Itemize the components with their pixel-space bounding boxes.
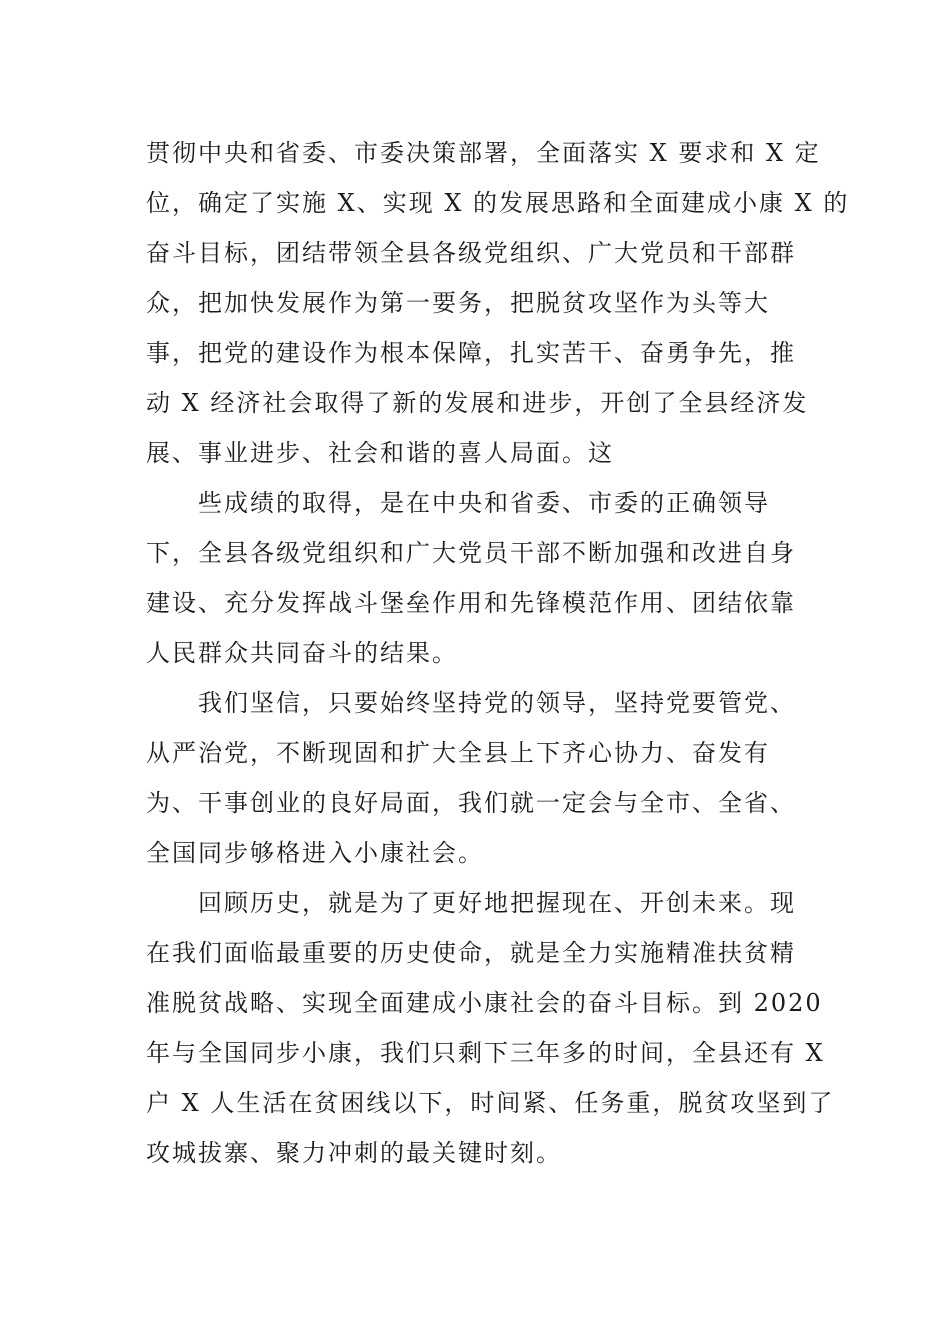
text-line: 动 X 经济社会取得了新的发展和进步，开创了全县经济发 bbox=[146, 389, 809, 417]
text-line: 为、干事创业的良好局面，我们就一定会与全市、全省、 bbox=[146, 789, 796, 817]
text-line: 些成绩的取得，是在中央和省委、市委的正确领导 bbox=[198, 489, 770, 517]
text-line: 贯彻中央和省委、市委决策部署，全面落实 X 要求和 X 定 bbox=[146, 139, 821, 167]
body-text bbox=[146, 128, 850, 1178]
text-line: 户 X 人生活在贫困线以下，时间紧、任务重，脱贫攻坚到了 bbox=[146, 1089, 835, 1117]
text-line: 回顾历史，就是为了更好地把握现在、开创未来。现 bbox=[198, 889, 796, 917]
text-line: 全国同步够格进入小康社会。 bbox=[146, 839, 484, 867]
text-line: 位，确定了实施 X、实现 X 的发展思路和全面建成小康 X 的 bbox=[146, 189, 850, 217]
text-line: 从严治党，不断现固和扩大全县上下齐心协力、奋发有 bbox=[146, 739, 770, 767]
text-line: 准脱贫战略、实现全面建成小康社会的奋斗目标。到 2020 bbox=[146, 989, 823, 1017]
text-line: 众，把加快发展作为第一要务，把脱贫攻坚作为头等大 bbox=[146, 289, 770, 317]
text-line: 建设、充分发挥战斗堡垒作用和先锋模范作用、团结依靠 bbox=[146, 589, 796, 617]
text-line: 人民群众共同奋斗的结果。 bbox=[146, 639, 458, 667]
text-line: 在我们面临最重要的历史使命，就是全力实施精准扶贫精 bbox=[146, 939, 796, 967]
text-line: 我们坚信，只要始终坚持党的领导，坚持党要管党、 bbox=[198, 689, 796, 717]
text-line: 下，全县各级党组织和广大党员干部不断加强和改进自身 bbox=[146, 539, 796, 567]
text-line: 攻城拔寨、聚力冲刺的最关键时刻。 bbox=[146, 1139, 562, 1167]
text-line: 展、事业进步、社会和谐的喜人局面。这 bbox=[146, 439, 614, 467]
text-line: 年与全国同步小康，我们只剩下三年多的时间，全县还有 X bbox=[146, 1039, 825, 1067]
text-line: 事，把党的建设作为根本保障，扎实苦干、奋勇争先，推 bbox=[146, 339, 796, 367]
text-line: 奋斗目标，团结带领全县各级党组织、广大党员和干部群 bbox=[146, 239, 796, 267]
